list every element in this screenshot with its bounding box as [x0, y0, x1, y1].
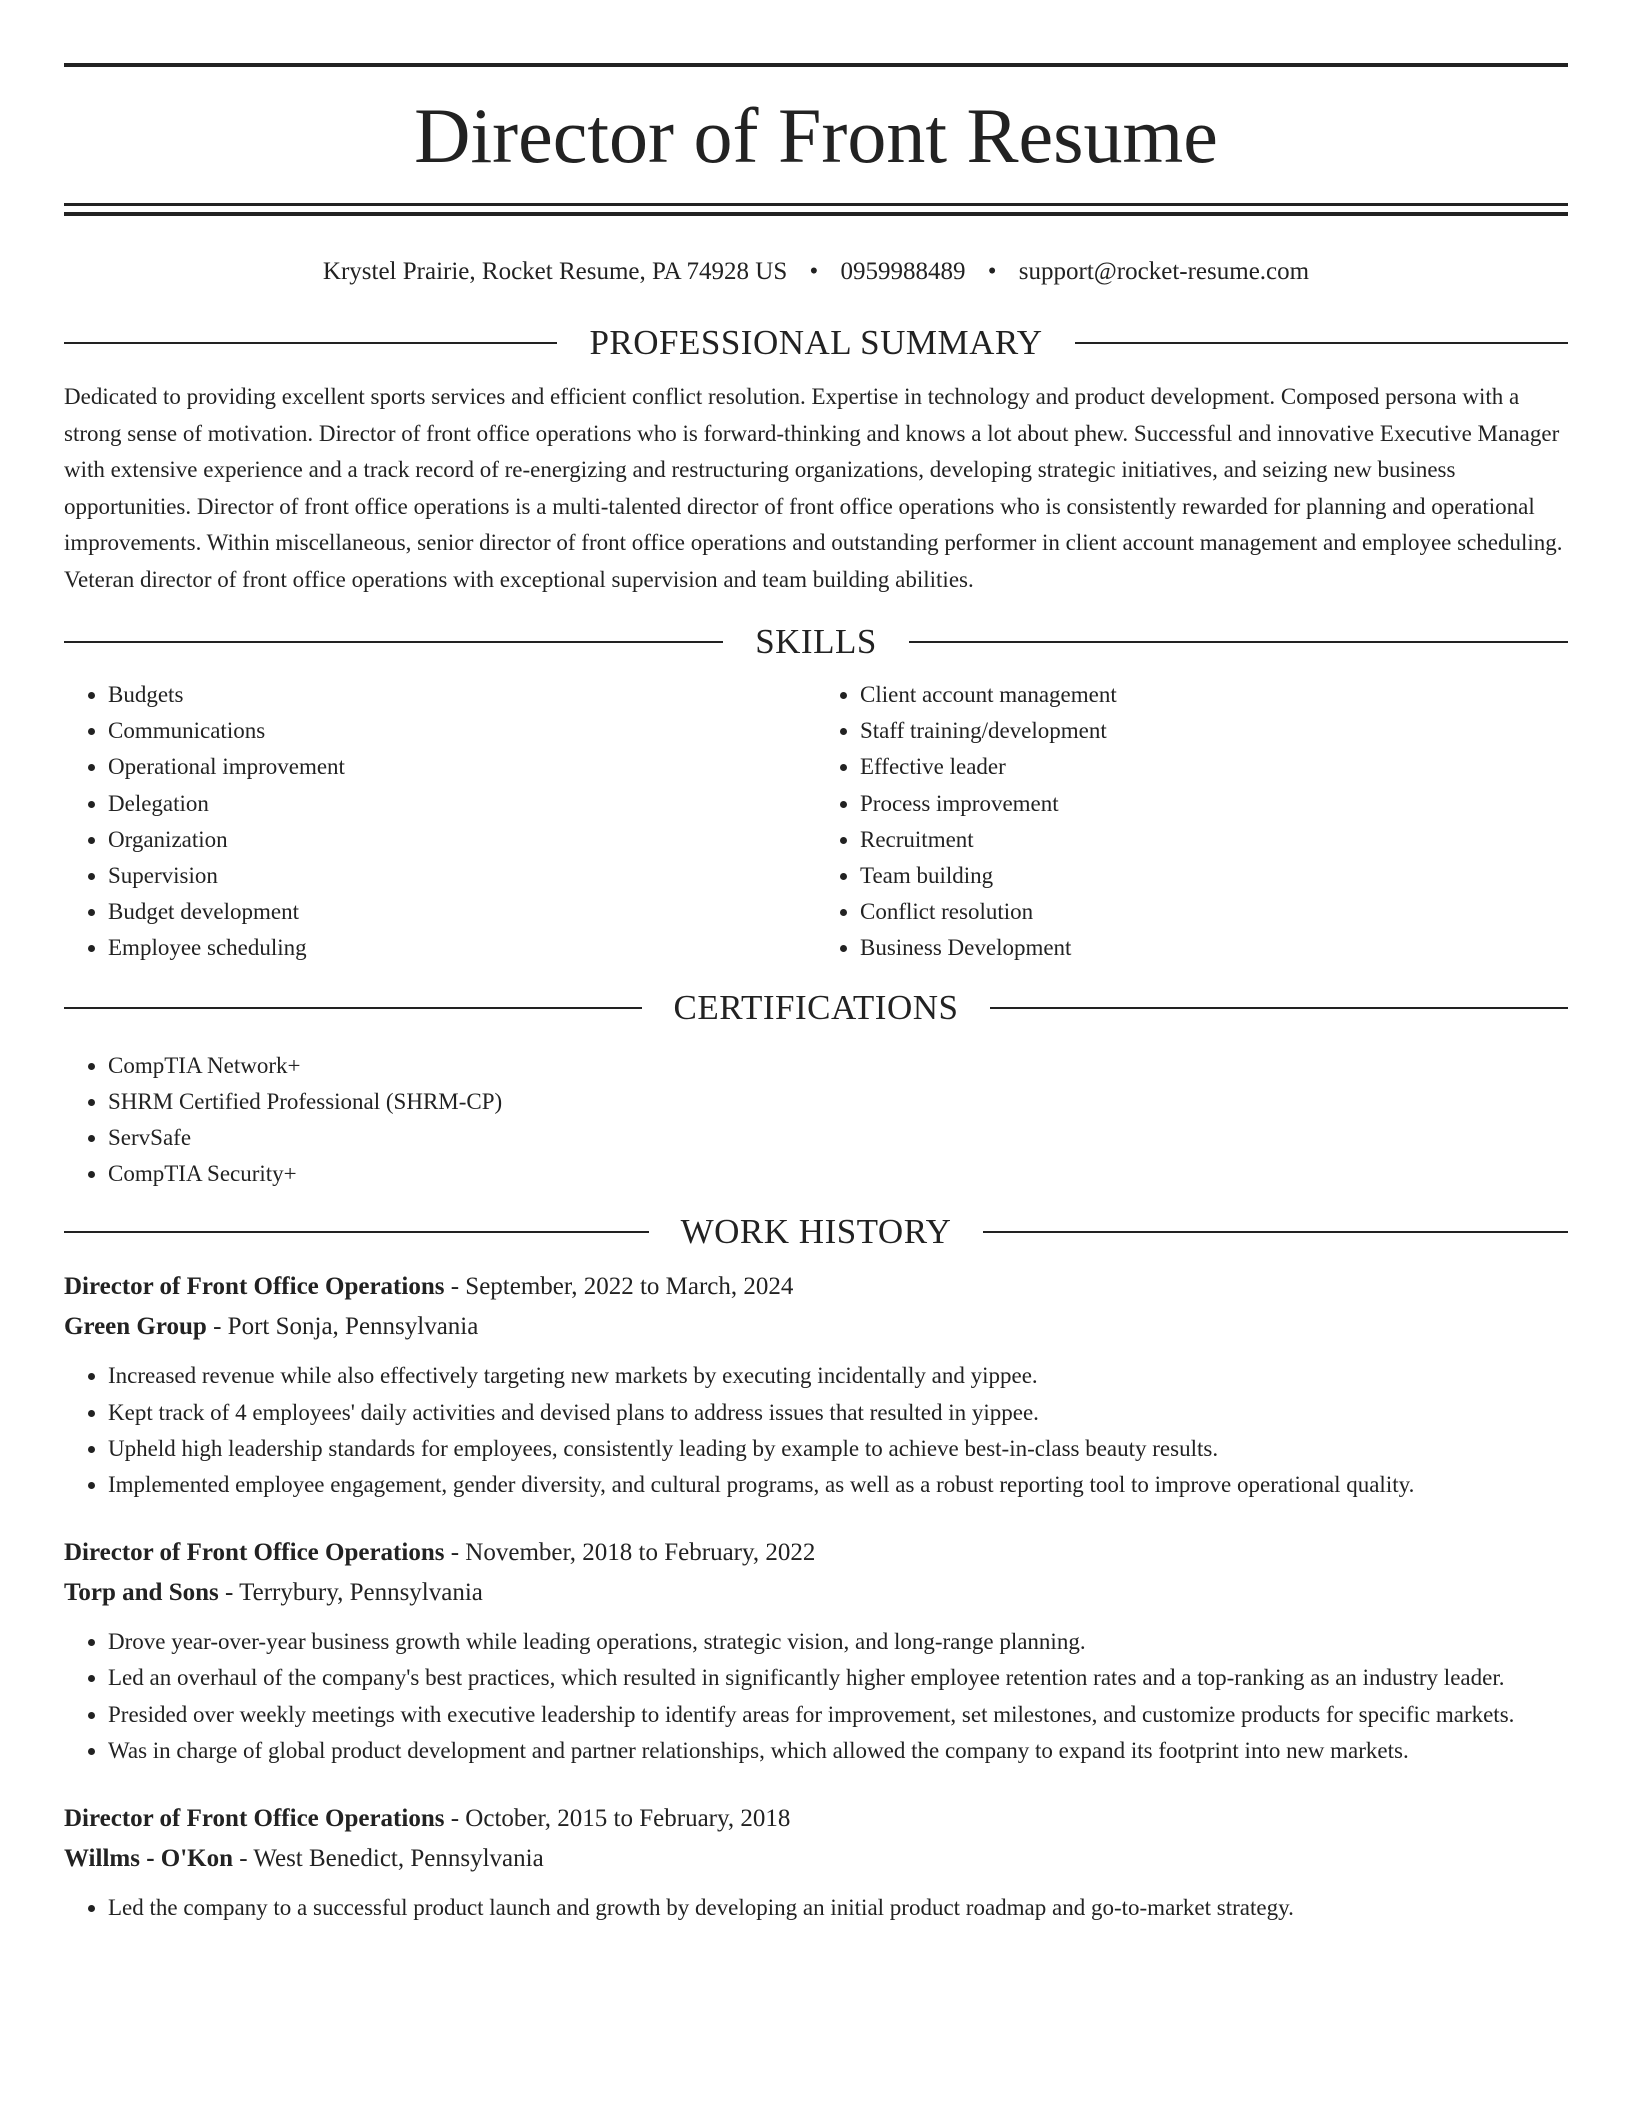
- section-skills-header: [64, 621, 1568, 663]
- contact-line: [64, 253, 1568, 291]
- skills-list-right: [816, 677, 1568, 967]
- skill-item: • Supervision: [108, 858, 816, 894]
- certification-item: • SHRM Certified Professional (SHRM-CP): [108, 1084, 1568, 1120]
- job-entry: [64, 1267, 1568, 1503]
- section-certifications-title: CERTIFICATIONS: [673, 987, 959, 1027]
- job-bullets: [64, 1624, 1568, 1769]
- title-bottom-rule-1: [64, 203, 1568, 206]
- contact-email: support@rocket-resume.com: [1018, 258, 1310, 285]
- summary-paragraph: Dedicated to providing excellent sports services and efficient conflict resolution. Expertise in technology and product development. Composed persona with a strong sense of motivation. Director of front office operations who is forward-thinking and knows a lot about phew. Successful and innovative Executive Manager with extensive experience and a track record of re-energizing and restructuring organizations, developing strategic initiatives, and seizing new business opportunities. Director of front office operations is a multi-talented director of front office operations who is consistently rewarded for planning and operational improvements. Within miscellaneous, senior director of front office operations and outstanding performer in client account management and employee scheduling. Veteran director of front office operations with exceptional supervision and team building abilities.: [64, 384, 1563, 592]
- job-entry: [64, 1533, 1568, 1769]
- job-title: Director of Front Office Operations: [64, 1273, 445, 1301]
- section-rule-left: [64, 641, 723, 643]
- job-title-line: [64, 1533, 1568, 1573]
- job-title-line: [64, 1799, 1568, 1839]
- section-rule-right: [983, 1231, 1568, 1233]
- job-title: Director of Front Office Operations: [64, 1539, 445, 1567]
- job-location: - West Benedict, Pennsylvania: [233, 1845, 544, 1873]
- certifications-list: [64, 1048, 1568, 1193]
- skill-item: • Team building: [860, 858, 1568, 894]
- job-company-line: [64, 1839, 1568, 1879]
- skill-item: • Budget development: [108, 894, 816, 930]
- job-bullet: • Increased revenue while also effectively targeting new markets by executing incidentally and yippee.: [108, 1358, 1568, 1394]
- job-bullet: • Kept track of 4 employees' daily activities and devised plans to address issues that resulted in yippee.: [108, 1395, 1568, 1431]
- job-bullet: • Led the company to a successful product launch and growth by developing an initial product roadmap and go-to-market strategy.: [108, 1890, 1568, 1926]
- section-rule-left: [64, 1007, 642, 1009]
- section-summary-title: PROFESSIONAL SUMMARY: [589, 323, 1043, 362]
- contact-address: Krystel Prairie, Rocket Resume, PA 74928 US: [322, 258, 788, 285]
- job-company-line: [64, 1307, 1568, 1347]
- job-bullets: [64, 1358, 1568, 1503]
- skill-item: • Employee scheduling: [108, 930, 816, 966]
- job-company: Green Group: [64, 1313, 207, 1341]
- resume-content: [64, 0, 1568, 1926]
- contact-separator: •: [809, 258, 819, 285]
- job-company: Willms - O'Kon: [64, 1845, 234, 1873]
- job-title-line: [64, 1267, 1568, 1307]
- section-work-header: [64, 1211, 1568, 1253]
- skill-item: • Operational improvement: [108, 749, 816, 785]
- skills-grid: [64, 677, 1568, 967]
- job-bullet: • Was in charge of global product development and partner relationships, which allowed the company to expand its footprint into new markets.: [108, 1733, 1568, 1769]
- job-bullet: • Led an overhaul of the company's best practices, which resulted in significantly higher employee retention rates and a top-ranking as an industry leader.: [108, 1660, 1568, 1696]
- job-bullets: [64, 1890, 1568, 1926]
- job-dates: - October, 2015 to February, 2018: [444, 1805, 791, 1833]
- contact-phone: 0959988489: [840, 258, 966, 285]
- skill-item: • Budgets: [108, 677, 816, 713]
- job-dates: - November, 2018 to February, 2022: [444, 1539, 816, 1567]
- job-location: - Port Sonja, Pennsylvania: [206, 1313, 479, 1341]
- title-bottom-rule-2: [64, 212, 1568, 216]
- skill-item: • Process improvement: [860, 786, 1568, 822]
- certification-item: • CompTIA Network+: [108, 1048, 1568, 1084]
- section-rule-left: [64, 1231, 649, 1233]
- job-entry: [64, 1799, 1568, 1926]
- skill-item: • Communications: [108, 713, 816, 749]
- skill-item: • Recruitment: [860, 822, 1568, 858]
- certification-item: • CompTIA Security+: [108, 1156, 1568, 1192]
- resume-title: Director of Front Resume: [414, 92, 1218, 179]
- section-rule-left: [64, 342, 557, 344]
- skill-item: • Effective leader: [860, 749, 1568, 785]
- job-bullet: • Upheld high leadership standards for employees, consistently leading by example to achieve best-in-class beauty results.: [108, 1431, 1568, 1467]
- job-company: Torp and Sons: [64, 1579, 219, 1607]
- job-company-line: [64, 1573, 1568, 1613]
- job-dates: - September, 2022 to March, 2024: [444, 1273, 794, 1301]
- job-bullet: • Presided over weekly meetings with executive leadership to identify areas for improvement, set milestones, and customize products for specific markets.: [108, 1697, 1568, 1733]
- section-rule-right: [909, 641, 1568, 643]
- section-work-title: WORK HISTORY: [680, 1212, 952, 1252]
- job-bullet: • Drove year-over-year business growth while leading operations, strategic vision, and long-range planning.: [108, 1624, 1568, 1660]
- section-summary-header: [64, 322, 1568, 364]
- job-title: Director of Front Office Operations: [64, 1805, 445, 1833]
- skill-item: • Business Development: [860, 930, 1568, 966]
- skill-item: • Delegation: [108, 786, 816, 822]
- section-skills-title: SKILLS: [755, 622, 877, 661]
- job-bullet: • Implemented employee engagement, gender diversity, and cultural programs, as well as a robust reporting tool to improve operational quality.: [108, 1467, 1568, 1503]
- skill-item: • Organization: [108, 822, 816, 858]
- job-location: - Terrybury, Pennsylvania: [218, 1579, 483, 1607]
- contact-separator: •: [987, 258, 997, 285]
- certification-item: • ServSafe: [108, 1120, 1568, 1156]
- skill-item: • Staff training/development: [860, 713, 1568, 749]
- section-rule-right: [1075, 342, 1568, 344]
- skill-item: • Conflict resolution: [860, 894, 1568, 930]
- section-certifications-header: [64, 987, 1568, 1029]
- section-rule-right: [990, 1007, 1568, 1009]
- skills-list-left: [64, 677, 816, 967]
- skill-item: • Client account management: [860, 677, 1568, 713]
